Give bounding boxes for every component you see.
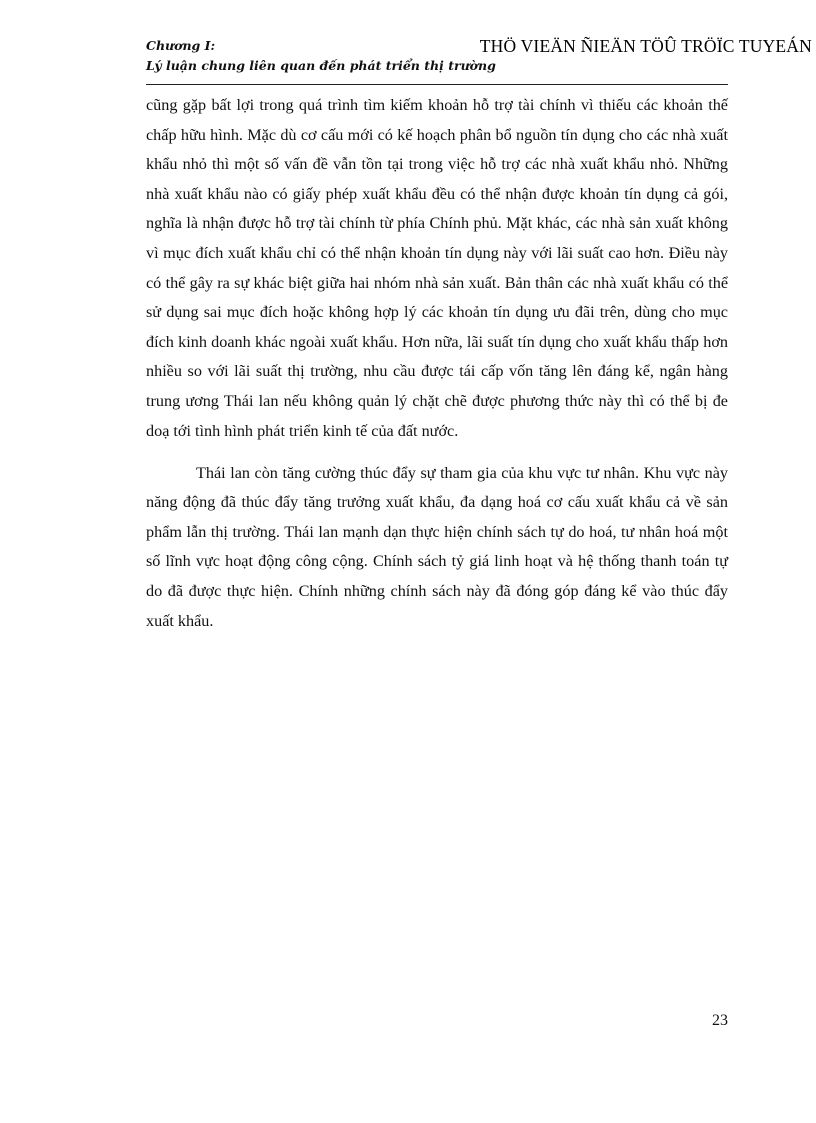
header-rule: [146, 84, 728, 85]
paragraph-2: Thái lan còn tăng cường thúc đẩy sự tham gia của khu vực tư nhân. Khu vực này năng động đã thúc đẩy tăng trưởng xuất khẩu, đa dạng hoá cơ cấu xuất khẩu cả về sản phẩm lẫn thị trường. Thái lan mạnh dạn thực hiện chính sách tự do hoá, tư nhân hoá một số lĩnh vực hoạt động công cộng. Chính sách tỷ giá linh hoạt và hệ thống thanh toán tự do đã được thực hiện. Chính những chính sách này đã đóng góp đáng kể vào thúc đẩy xuất khẩu.: [146, 463, 728, 630]
page-number: 23: [712, 1012, 728, 1029]
page-header: [146, 36, 812, 84]
body-text: [146, 91, 728, 636]
paragraph-1: cũng gặp bất lợi trong quá trình tìm kiếm khoản hỗ trợ tài chính vì thiếu các khoản thế chấp hữu hình. Mặc dù cơ cấu mới có kế hoạch phân bổ nguồn tín dụng cho các nhà xuất khẩu nhỏ thì một số vấn đề vẫn tồn tại trong việc hỗ trợ các nhà xuất khẩu nhỏ. Những nhà xuất khẩu nào có giấy phép xuất khẩu đều có thể nhận được khoản tín dụng cả gói, nghĩa là nhận được hỗ trợ tài chính từ phía Chính phủ. Mặt khác, các nhà sản xuất không vì mục đích xuất khẩu chỉ có thể nhận khoản tín dụng này với lãi suất cao hơn. Điều này có thể gây ra sự khác biệt giữa hai nhóm nhà sản xuất. Bản thân các nhà xuất khẩu có thể sử dụng sai mục đích hoặc không hợp lý các khoản tín dụng ưu đãi trên, dùng cho mục đích kinh doanh khác ngoài xuất khẩu. Hơn nữa, lãi suất tín dụng cho xuất khẩu thấp hơn nhiều so với lãi suất thị trường, nhu cầu được tái cấp vốn tăng lên đáng kể, ngân hàng trung ương Thái lan nếu không quản lý chặt chẽ được phương thức này thì có thể bị đe doạ tới tình hình phát triển kinh tế của đất nước.: [146, 96, 728, 440]
chapter-subtitle: Lý luận chung liên quan đến phát triển thị trường: [146, 58, 496, 73]
chapter-label: Chương I:: [146, 38, 216, 53]
library-header-text: THÖ VIEÄN ÑIEÄN TÖÛ TRÖÏC TUYEÁN: [479, 36, 812, 56]
